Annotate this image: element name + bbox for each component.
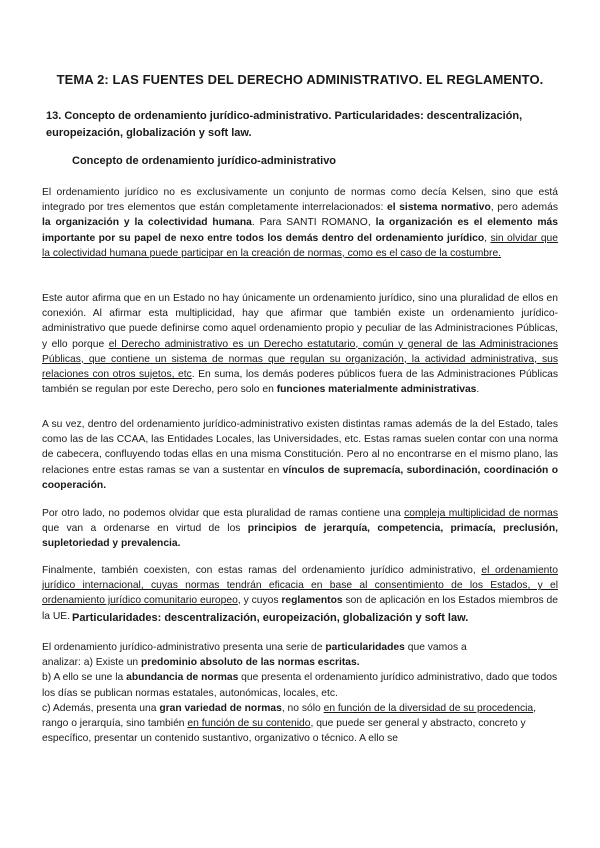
p6-text: analizar: a) Existe un [42,657,142,669]
p6-text: , que puede ser general y abstracto, concreto y específico, presentar un contenido sustantivo, organizativo o técnico. A ello se [42,718,526,745]
p6-text: b) A ello se une la [42,672,127,684]
p6-text: , rango o jerarquía, sino también [42,702,536,730]
p6-line-3 [42,670,558,700]
p6-underline-procedencia: en función de la diversidad de su procedencia [323,702,534,714]
p1-bold-organizacion: la organización y la colectividad humana [42,217,252,229]
subheading-particularidades: Particularidades: descentralización, europeización, globalización y soft law. [72,612,469,624]
paragraph-1 [42,185,558,261]
p3-bold-vinculos: vínculos de supremacía, subordinación, coordinación o cooperación. [42,464,558,491]
paragraph-4 [42,506,558,552]
p5-text: son de aplicación en los Estados miembros de la UE. [42,595,558,622]
p6-bold-abundancia: abundancia de normas [126,672,239,684]
p2-text: . [476,384,480,396]
p6-line-4 [42,701,558,747]
p6-bold-predominio: predominio absoluto de las normas escritas. [141,657,360,669]
p4-text: Por otro lado, no podemos olvidar que esta pluralidad de ramas contiene una [42,508,405,519]
p6-text: El ordenamiento jurídico-administrativo presenta una serie de [42,642,326,653]
p6-text: c) Además, presenta una [42,702,160,714]
p6-text: que vamos a [404,642,467,653]
p3-text: A su vez, dentro del ordenamiento jurídico-administrativo existen distintas ramas además de la del Estado, tales como las de las CCAA, las Entidades Locales, las Universidades, etc. Estas ramas suelen contar con una norma de cabecera, confluyendo todas ellas en una misma Constitución. Pero al no encontrarse en el mismo plano, las relaciones entre estas ramas se van a sustentar en [42,419,558,476]
p1-bold-santi-romano: la organización es el elemento más importante por su papel de nexo entre todos los demás dentro del ordenamiento jurídico [42,217,558,244]
paragraph-6 [42,640,558,746]
subheading-concepto: Concepto de ordenamiento jurídico-administrativo [72,155,337,167]
page-title: TEMA 2: LAS FUENTES DEL DERECHO ADMINISTRATIVO. EL REGLAMENTO. [56,72,544,87]
p1-bold-sistema: el sistema normativo [386,202,491,214]
p6-underline-contenido: en función de su contenido [187,718,311,730]
p2-text: Este autor afirma que en un Estado no hay únicamente un ordenamiento jurídico, sino una pluralidad de ellos en conexión. Al afirmar esta multiplicidad, hay que afirmar que también existe un ordenamiento jurídico-administrativo que puede definirse como aquel ordenamiento propio y peculiar de las Administraciones Públicas, y ello porque [42,293,558,350]
p1-text: , pero además [490,202,559,214]
p1-text: El ordenamiento jurídico no es exclusivamente un conjunto de normas como decía Kelsen, sino que está integrado por tres elementos que están completamente interrelacionados: [42,187,558,214]
paragraph-3 [42,417,558,493]
p6-text: , no sólo [281,702,324,714]
p4-underline-multiplicidad: compleja multiplicidad de normas [404,508,558,519]
p6-line-1 [42,640,558,655]
p4-bold-principios: principios de jerarquía, competencia, primacía, preclusión, supletoriedad y prevalencia. [42,523,558,550]
p5-bold-reglamentos: reglamentos [281,595,343,607]
p1-text: , [484,232,491,244]
paragraph-2 [42,291,558,397]
p1-text: . Para SANTI ROMANO, [251,217,376,229]
p2-bold-funciones: funciones materialmente administrativas [276,384,477,396]
p1-underline-costumbre: sin olvidar que la colectividad humana puede participar en la creación de normas, como es el caso de la costumbre. [42,232,558,259]
p6-text: que presenta el ordenamiento jurídico administrativo, dado que todos los días se publican normas estatales, autonómicas, locales, etc. [42,672,558,699]
p2-text: . En suma, los demás poderes públicos fuera de las Administraciones Públicas también se regulan por este Derecho, pero solo en [42,369,558,396]
p6-bold-variedad: gran variedad de normas [159,702,282,714]
p5-underline-internacional: el ordenamiento jurídico internacional, cuyas normas tendrán eficacia en base al consentimiento de los Estados, y el ordenamiento jurídico comunitario europeo [42,565,558,607]
p5-text: , y cuyos [237,595,282,607]
p6-bold-particularidades: particularidades [325,642,405,653]
p5-text: Finalmente, también coexisten, con estas ramas del ordenamiento jurídico administrativo, [42,565,482,576]
p4-text: que van a ordenarse en virtud de los [42,523,248,535]
section-heading: 13. Concepto de ordenamiento jurídico-administrativo. Particularidades: descentralización, europeización, globalización y soft law. [46,110,523,139]
p2-underline-derecho: el Derecho administrativo es un Derecho estatutario, común y general de las Administraciones Públicas, que contiene un sistema de normas que regulan su organización, la actividad administrativa, sus relaciones con otros sujetos, etc [42,338,558,381]
p6-line-2 [42,655,558,670]
